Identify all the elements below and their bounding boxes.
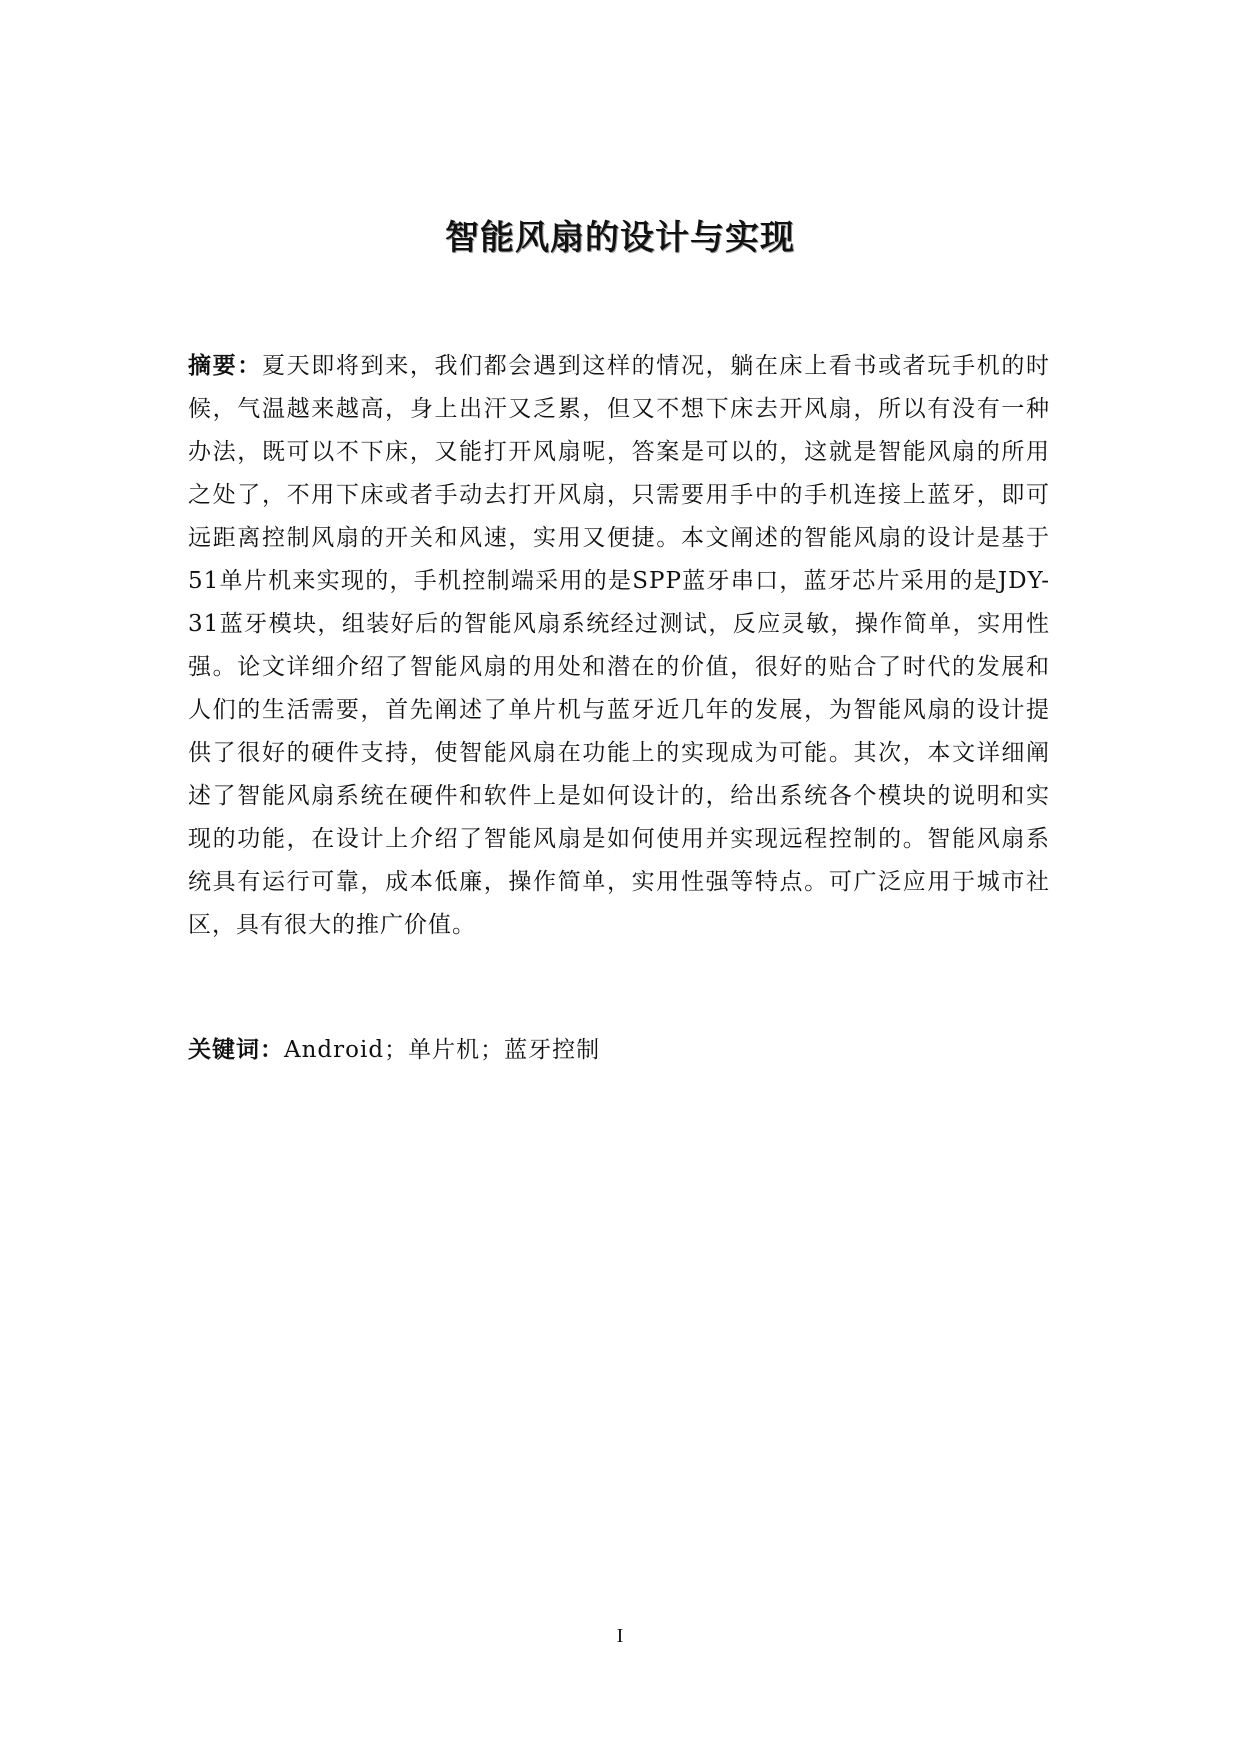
document-title: 智能风扇的设计与实现 xyxy=(445,218,795,258)
abstract-text: 夏天即将到来，我们都会遇到这样的情况，躺在床上看书或者玩手机的时候，气温越来越高，身上出汗又乏累，但又不想下床去开风扇，所以有没有一种办法，既可以不下床，又能打开风扇呢，答案是可以的，这就是智能风扇的所用之处了，不用下床或者手动去打开风扇，只需要用手中的手机连接上蓝牙，即可远距离控制风扇的开关和风速，实用又便捷。本文阐述的智能风扇的设计是基于51单片机来实现的，手机控制端采用的是SPP蓝牙串口，蓝牙芯片采用的是JDY-31蓝牙模块，组装好后的智能风扇系统经过测试，反应灵敏，操作简单，实用性强。论文详细介绍了智能风扇的用处和潜在的价值，很好的贴合了时代的发展和人们的生活需要，首先阐述了单片机与蓝牙近几年的发展，为智能风扇的设计提供了很好的硬件支持，使智能风扇在功能上的实现成为可能。其次，本文详细阐述了智能风扇系统在硬件和软件上是如何设计的，给出系统各个模块的说明和实现的功能，在设计上介绍了智能风扇是如何使用并实现远程控制的。智能风扇系统具有运行可靠，成本低廉，操作简单，实用性强等特点。可广泛应用于城市社区，具有很大的推广价值。 xyxy=(188,353,1051,938)
abstract-label: 摘要： xyxy=(188,353,262,379)
page-number: I xyxy=(616,1625,624,1647)
keywords-text: Android；单片机；蓝牙控制 xyxy=(284,1037,601,1063)
keywords-label: 关键词： xyxy=(188,1037,284,1063)
abstract-paragraph xyxy=(188,345,1050,947)
keywords-line xyxy=(188,1029,1050,1072)
